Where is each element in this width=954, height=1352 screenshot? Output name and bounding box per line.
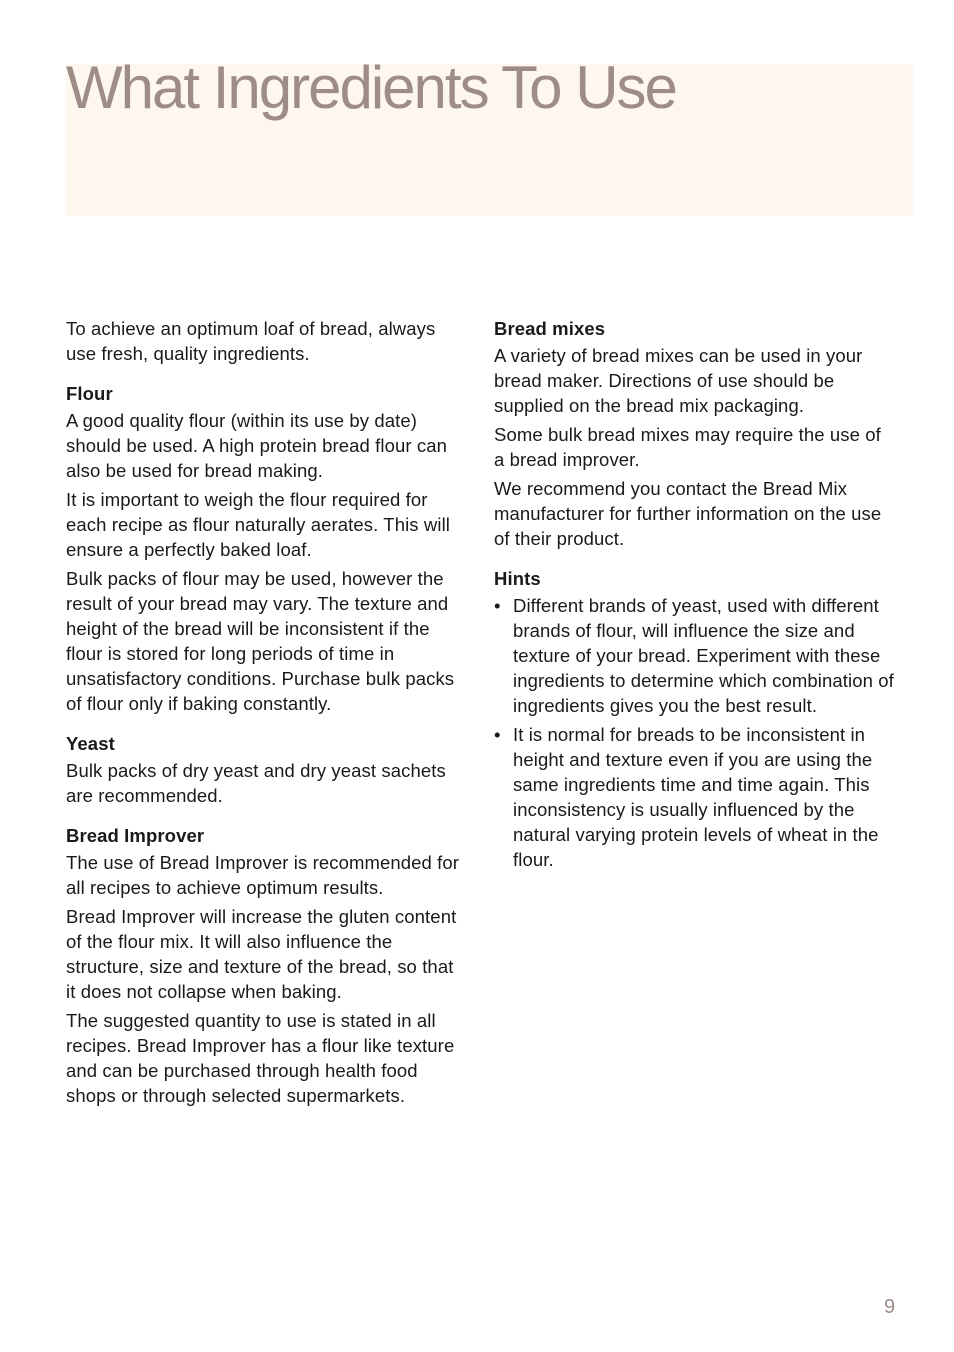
- bread-mixes-paragraph: We recommend you contact the Bread Mix manufacturer for further information on the use of their product.: [494, 478, 882, 549]
- bread-improver-paragraph: Bread Improver will increase the gluten content of the flour mix. It will also influence the structure, size and texture of the bread, so that it does not collapse when baking.: [66, 906, 457, 1002]
- list-item: [494, 593, 894, 718]
- right-column: [494, 316, 894, 876]
- list-item: [494, 722, 894, 872]
- intro-paragraph: To achieve an optimum loaf of bread, always use fresh, quality ingredients.: [66, 318, 436, 364]
- bullet-icon: •: [494, 724, 501, 745]
- bread-improver-paragraph: The suggested quantity to use is stated in all recipes. Bread Improver has a flour like texture and can be purchased through health food shops or through selected supermarkets.: [66, 1010, 455, 1106]
- hint-text: Different brands of yeast, used with different brands of flour, will influence the size and texture of your bread. Experiment with these ingredients to determine which combination of ingredients gives you the best result.: [513, 595, 894, 716]
- bullet-icon: •: [494, 595, 501, 616]
- left-column: [66, 316, 466, 1112]
- bread-mixes-heading: Bread mixes: [494, 318, 606, 339]
- bread-improver-paragraph: The use of Bread Improver is recommended for all recipes to achieve optimum results.: [66, 852, 460, 898]
- page-title: What Ingredients To Use: [66, 54, 676, 121]
- yeast-paragraph: Bulk packs of dry yeast and dry yeast sachets are recommended.: [66, 760, 446, 806]
- flour-heading: Flour: [66, 383, 113, 404]
- flour-paragraph: It is important to weigh the flour required for each recipe as flour naturally aerates. This will ensure a perfectly baked loaf.: [66, 489, 450, 560]
- bread-mixes-paragraph: A variety of bread mixes can be used in your bread maker. Directions of use should be supplied on the bread mix packaging.: [494, 345, 863, 416]
- bread-improver-heading: Bread Improver: [66, 825, 205, 846]
- hints-heading: Hints: [494, 568, 541, 589]
- flour-paragraph: A good quality flour (within its use by date) should be used. A high protein bread flour can also be used for bread making.: [66, 410, 448, 481]
- hint-text: It is normal for breads to be inconsistent in height and texture even if you are using the same ingredients time and time again. This inconsistency is usually influenced by the natural varying protein levels of wheat in the flour.: [513, 724, 879, 870]
- bread-mixes-paragraph: Some bulk bread mixes may require the use of a bread improver.: [494, 424, 881, 470]
- flour-paragraph: Bulk packs of flour may be used, however the result of your bread may vary. The texture and height of the bread will be inconsistent if the flour is stored for long periods of time in unsatisfactory conditions. Purchase bulk packs of flour only if baking constantly.: [66, 568, 455, 714]
- page-number: 9: [884, 1296, 896, 1318]
- hints-list: [494, 593, 894, 872]
- yeast-heading: Yeast: [66, 733, 115, 754]
